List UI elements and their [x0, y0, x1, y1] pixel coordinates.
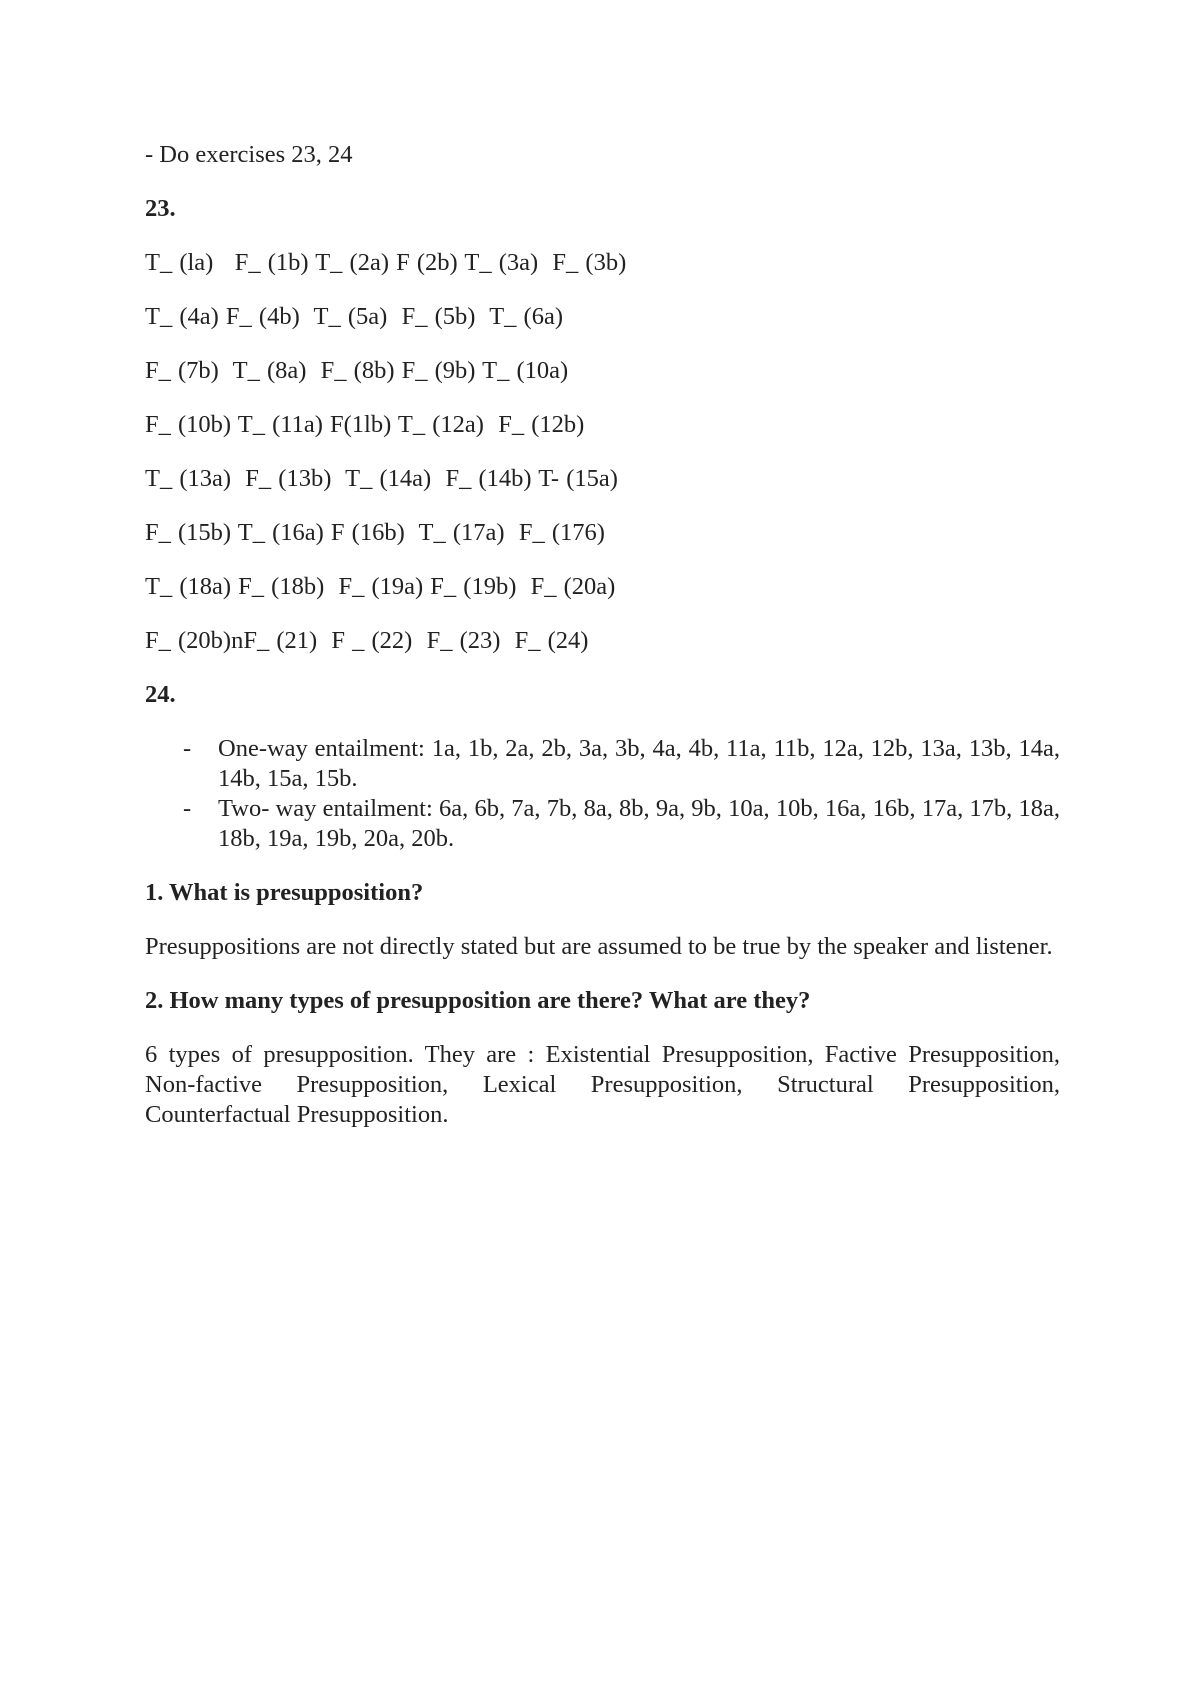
exercise-23-answers	[145, 248, 1060, 656]
answer-line: F_ (7b) T_ (8a) F_ (8b) F_ (9b) T_ (10a)	[145, 357, 569, 384]
answer-line: T_ (13a) F_ (13b) T_ (14a) F_ (14b) T- (15a)	[145, 465, 618, 492]
exercise-24-heading: 24.	[145, 681, 176, 708]
list-item	[145, 794, 1060, 854]
one-way-entailment-text: One-way entailment: 1a, 1b, 2a, 2b, 3a, 3b, 4a, 4b, 11a, 11b, 12a, 12b, 13a, 13b, 14a, 14b, 15a, 15b.	[218, 735, 1060, 792]
answer-line: T_ (la) F_ (1b) T_ (2a) F (2b) T_ (3a) F_ (3b)	[145, 249, 627, 276]
exercise-24-list	[145, 734, 1060, 854]
question-2-answer: 6 types of presupposition. They are : Existential Presupposition, Factive Presupposition, Non-factive Presupposition, Lexical Presupposition, Structural Presupposition, Counterfactual Presupposition.	[145, 1041, 1060, 1128]
list-item	[145, 734, 1060, 794]
question-1-heading: 1. What is presupposition?	[145, 879, 424, 906]
answer-line: T_ (18a) F_ (18b) F_ (19a) F_ (19b) F_ (20a)	[145, 573, 616, 600]
document-page	[145, 140, 1060, 1154]
answer-line: F_ (20b)nF_ (21) F _ (22) F_ (23) F_ (24)	[145, 627, 589, 654]
exercise-23-heading: 23.	[145, 195, 176, 222]
intro-line: - Do exercises 23, 24	[145, 141, 353, 168]
question-2-heading: 2. How many types of presupposition are there? What are they?	[145, 987, 811, 1014]
answer-line: F_ (15b) T_ (16a) F (16b) T_ (17a) F_ (176)	[145, 519, 605, 546]
bullet-dash: -	[183, 795, 192, 822]
bullet-dash: -	[183, 735, 192, 762]
answer-line: F_ (10b) T_ (11a) F(1lb) T_ (12a) F_ (12b)	[145, 411, 585, 438]
two-way-entailment-text: Two- way entailment: 6a, 6b, 7a, 7b, 8a, 8b, 9a, 9b, 10a, 10b, 16a, 16b, 17a, 17b, 18a, 18b, 19a, 19b, 20a, 20b.	[218, 795, 1060, 852]
question-1-answer: Presuppositions are not directly stated but are assumed to be true by the speaker and listener.	[145, 933, 1053, 960]
answer-line: T_ (4a) F_ (4b) T_ (5a) F_ (5b) T_ (6a)	[145, 303, 563, 330]
